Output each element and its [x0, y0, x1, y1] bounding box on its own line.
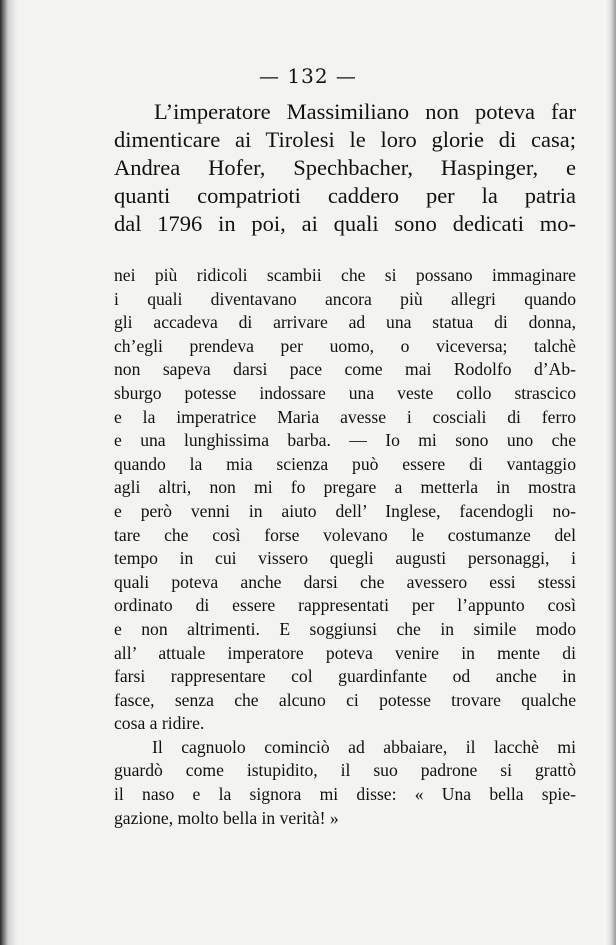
- binding-shadow-left: [0, 0, 18, 945]
- text-line: ch’egli prendeva per uomo, o viceversa; talchè: [114, 335, 576, 356]
- text-line: ordinato di essere rappresentati per l’appunto così: [114, 595, 576, 616]
- text-line: tempo in cui vissero quegli augusti personaggi, i: [114, 548, 576, 569]
- text-line: e però venni in aiuto dell’ Inglese, facendogli no-: [114, 500, 576, 521]
- text-line: fasce, senza che alcuno ci potesse trovare qualche: [114, 689, 576, 710]
- text-line: all’ attuale imperatore poteva venire in mente di: [114, 642, 576, 663]
- text-line: agli altri, non mi fo pregare a metterla in mostra: [114, 477, 576, 498]
- text-line: farsi rappresentare col guardinfante od anche in: [114, 666, 576, 687]
- text-line: non sapeva darsi pace come mai Rodolfo d’Ab-: [114, 359, 576, 380]
- text-line: gazione, molto bella in verità! »: [114, 807, 339, 828]
- text-line: quando la mia scienza può essere di vantaggio: [114, 453, 576, 474]
- text-line: cosa a ridire.: [114, 713, 205, 734]
- text-line: e non altrimenti. E soggiunsi che in simile modo: [114, 618, 576, 639]
- upper-paragraph: [114, 98, 576, 238]
- text-line: quali poteva anche darsi che avessero essi stessi: [114, 571, 576, 592]
- text-line: e la imperatrice Maria avesse i cosciali di ferro: [114, 406, 576, 427]
- page-edge-right: [606, 0, 616, 945]
- text-line: i quali diventavano ancora più allegri quando: [114, 288, 576, 309]
- text-line: sburgo potesse indossare una veste collo strascico: [114, 382, 576, 403]
- text-line: Il cagnuolo cominciò ad abbaiare, il lacchè mi: [152, 736, 576, 757]
- text-line: dimenticare ai Tirolesi le loro glorie di casa;: [114, 127, 576, 152]
- page-number: — 132 —: [259, 64, 357, 88]
- text-line: tare che così forse volevano le costumanze del: [114, 524, 576, 545]
- text-line: gli accadeva di arrivare ad una statua di donna,: [114, 312, 576, 333]
- text-line: Andrea Hofer, Spechbacher, Haspinger, e: [114, 155, 576, 180]
- text-line: e una lunghissima barba. — Io mi sono uno che: [114, 430, 576, 451]
- text-line: il naso e la signora mi disse: « Una bella spie-: [114, 784, 576, 805]
- text-line: quanti compatrioti caddero per la patria: [114, 183, 576, 208]
- text-line: L’imperatore Massimiliano non poteva far: [154, 99, 576, 124]
- lower-text: [114, 264, 576, 830]
- text-line: guardò come istupidito, il suo padrone si grattò: [114, 760, 576, 781]
- text-line: dal 1796 in poi, ai quali sono dedicati mo-: [114, 211, 576, 236]
- text-line: nei più ridicoli scambii che si possano immaginare: [114, 265, 576, 285]
